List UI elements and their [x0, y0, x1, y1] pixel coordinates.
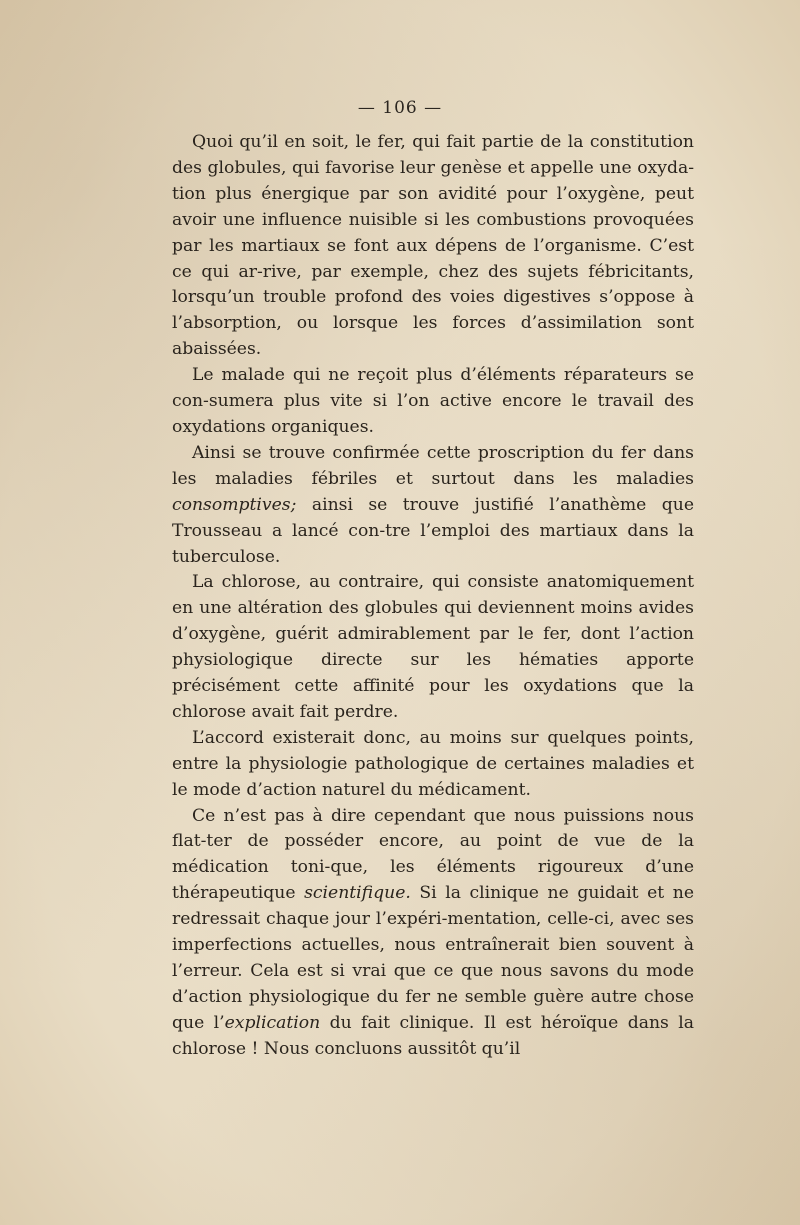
paragraph-6-text-after: Si la clinique ne guidait et ne redressait chaque jour l’expéri-mentation, celle-ci, avec ses imperfections actuelles, nous entraînerait bien souvent à l’erreur. Cela est si vrai que ce que nous savons du mode d’action physiologique du fer ne semble guère autre chose que l’ [172, 883, 694, 1033]
paragraph-6-italic-2: explication [224, 1012, 321, 1033]
paragraph-1: Quoi qu’il en soit, le fer, qui fait partie de la constitution des globules, qui favorise leur genèse et appelle une oxyda-tion plus énergique par son avidité pour l’oxygène, peut avoir une influence nuisible si les combustions provoquées par les martiaux se font aux dépens de l’organisme. C’est ce qui ar-rive, par exemple, chez des sujets fébricitants, lorsqu’un trouble profond des voies digestives s’oppose à l’absorption, ou lorsque les forces d’assimilation sont abaissées. [172, 132, 694, 360]
paragraph-6-text-end: du fait clinique. Il est héroïque dans la chlorose ! Nous concluons aussitôt qu’il [172, 1012, 694, 1059]
paragraph-6-italic: scientifique. [304, 883, 411, 904]
paragraph-6-text-before: Ce n’est pas à dire cependant que nous puissions nous flat-ter de posséder encore, au point de vue de la médication toni-que, les éléments rigoureux d’une thérapeutique [172, 805, 694, 904]
paragraph-2: Le malade qui ne reçoit plus d’éléments réparateurs se con-sumera plus vite si l’on active encore le travail des oxydations organiques. [172, 365, 694, 437]
page-number: — 106 — [357, 98, 443, 118]
body-text [172, 130, 694, 1063]
paragraph-3-text-before: Ainsi se trouve confirmée cette proscription du fer dans les maladies fébriles et surtout dans les maladies [172, 442, 694, 489]
paragraph-5: L’accord existerait donc, au moins sur quelques points, entre la physiologie pathologique de certaines maladies et le mode d’action naturel du médicament. [172, 727, 694, 800]
paragraph-4: La chlorose, au contraire, qui consiste anatomiquement en une altération des globules qui deviennent moins avides d’oxygène, guérit admirablement par le fer, dont l’action physiologique directe sur les hématies apporte précisément cette affinité pour les oxydations que la chlorose avait fait perdre. [172, 572, 694, 722]
paragraph-3 [172, 441, 694, 571]
paragraph-3-italic: consomptives; [172, 494, 297, 515]
paragraph-3-text-after: ainsi se trouve justifié l’anathème que Trousseau a lancé con-tre l’emploi des martiaux dans la tuberculose. [172, 494, 694, 567]
paragraph-6 [172, 804, 694, 1063]
